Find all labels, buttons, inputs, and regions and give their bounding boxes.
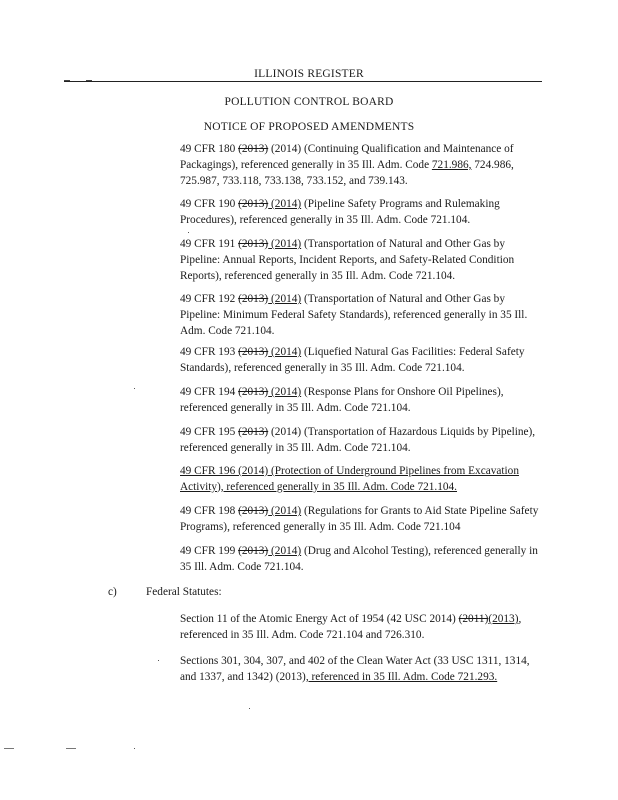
inserted-text: (2014) bbox=[268, 386, 302, 398]
notice-title: NOTICE OF PROPOSED AMENDMENTS bbox=[203, 121, 415, 133]
citation-text: (Transportation of Natural and Other Gas by Pipeline: Minimum Federal Safety Standards), referenced generally in 35 Ill. Adm. Code 721.104. bbox=[180, 293, 528, 337]
citation-text: , referenced in 35 Ill. Adm. Code 721.104 and 726.310. bbox=[180, 613, 522, 641]
inserted-text: , referenced in 35 Ill. Adm. Code 721.293. bbox=[305, 670, 498, 683]
inserted-text: (2014) bbox=[268, 293, 302, 305]
citation-49cfr191 bbox=[180, 237, 542, 284]
citation-49cfr196 bbox=[180, 464, 542, 496]
section-c-title: Federal Statutes: bbox=[146, 586, 222, 598]
footer-dash-mark bbox=[66, 748, 76, 749]
citation-49cfr190 bbox=[180, 197, 542, 229]
register-title: ILLINOIS REGISTER bbox=[254, 68, 364, 80]
deleted-text: (2013) bbox=[238, 238, 269, 250]
deleted-text: (2013) bbox=[238, 386, 269, 398]
citation-text: 49 CFR 194 bbox=[180, 386, 239, 398]
inserted-text: 721.986, bbox=[431, 158, 472, 171]
statute-clean-water-act bbox=[180, 654, 542, 686]
citation-text: 49 CFR 190 bbox=[180, 198, 239, 210]
scan-speck bbox=[188, 232, 189, 233]
citation-text: (2014) (Transportation of Hazardous Liquids by Pipeline), referenced generally in 35 Ill. Adm. Code 721.104. bbox=[180, 426, 536, 454]
citation-49cfr193 bbox=[180, 345, 542, 377]
inserted-text: (2014) bbox=[268, 505, 302, 517]
citation-text: 49 CFR 195 bbox=[180, 426, 239, 438]
scan-speck bbox=[249, 708, 250, 709]
citation-text: 49 CFR 193 bbox=[180, 346, 239, 358]
citation-49cfr195 bbox=[180, 425, 542, 457]
deleted-text: (2013) bbox=[238, 143, 269, 155]
citation-49cfr192 bbox=[180, 292, 542, 339]
deleted-text: (2013) bbox=[238, 426, 269, 438]
citation-text: 49 CFR 191 bbox=[180, 238, 239, 250]
deleted-text: (2013) bbox=[238, 293, 269, 305]
citation-text: (2014) (Continuing Qualification and Maintenance of Packagings), referenced generally in 35 Ill. Adm. Code bbox=[180, 143, 514, 171]
inserted-text: (2014) bbox=[268, 346, 302, 358]
citation-text: 49 CFR 199 bbox=[180, 545, 239, 557]
citation-text: 724.986, 725.987, 733.118, 733.138, 733.152, and 739.143. bbox=[180, 158, 514, 187]
citation-49cfr194 bbox=[180, 385, 542, 417]
deleted-text: (2013) bbox=[238, 545, 269, 557]
deleted-text: (2013) bbox=[238, 346, 269, 358]
citation-text: (Drug and Alcohol Testing), referenced generally in 35 Ill. Adm. Code 721.104. bbox=[180, 545, 538, 573]
header-rule bbox=[64, 81, 542, 82]
citation-text: (Liquefied Natural Gas Facilities: Federal Safety Standards), referenced generally in 35 Ill. Adm. Code 721.104. bbox=[180, 346, 525, 374]
citation-text: (Transportation of Natural and Other Gas by Pipeline: Annual Reports, Incident Reports, and Safety-Related Condition Reports), referenced generally in 35 Ill. Adm. Code 721.104. bbox=[180, 238, 515, 282]
scan-speck bbox=[134, 748, 135, 749]
citation-text: (Regulations for Grants to Aid State Pipeline Safety Programs), referenced generally in 35 Ill. Adm. Code 721.104 bbox=[180, 505, 539, 533]
citation-text: Section 11 of the Atomic Energy Act of 1954 (42 USC 2014) bbox=[180, 613, 459, 625]
citation-49cfr199 bbox=[180, 544, 542, 576]
inserted-text: 49 CFR 196 (2014) (Protection of Underground Pipelines from Excavation Activity), referenced generally in 35 Ill. Adm. Code 721.104. bbox=[180, 465, 519, 493]
citation-text: Sections 301, 304, 307, and 402 of the Clean Water Act (33 USC 1311, 1314, and 1337, and 1342) (2013) bbox=[180, 655, 530, 683]
citation-text: (Pipeline Safety Programs and Rulemaking Procedures), referenced generally in 35 Ill. Adm. Code 721.104. bbox=[180, 198, 500, 226]
citation-49cfr198 bbox=[180, 504, 542, 536]
statute-atomic-energy-act bbox=[180, 612, 542, 644]
inserted-text: (2014) bbox=[268, 238, 302, 250]
deleted-text: (2011) bbox=[458, 613, 489, 625]
citation-49cfr180 bbox=[180, 142, 542, 189]
deleted-text: (2013) bbox=[238, 198, 269, 210]
citation-text: (Response Plans for Onshore Oil Pipelines), referenced generally in 35 Ill. Adm. Code 721.104. bbox=[180, 386, 504, 414]
inserted-text: (2014) bbox=[268, 545, 302, 557]
footer-dot-mark bbox=[4, 748, 14, 749]
inserted-text: (2014) bbox=[268, 198, 302, 210]
citation-text: 49 CFR 192 bbox=[180, 293, 239, 305]
section-c-label: c) bbox=[108, 586, 117, 598]
citation-text: 49 CFR 198 bbox=[180, 505, 239, 517]
scan-speck bbox=[134, 388, 135, 389]
inserted-text: (2013) bbox=[488, 613, 519, 625]
citation-text: 49 CFR 180 bbox=[180, 143, 239, 155]
board-title: POLLUTION CONTROL BOARD bbox=[224, 96, 394, 108]
scan-speck bbox=[158, 660, 159, 661]
deleted-text: (2013) bbox=[238, 505, 269, 517]
